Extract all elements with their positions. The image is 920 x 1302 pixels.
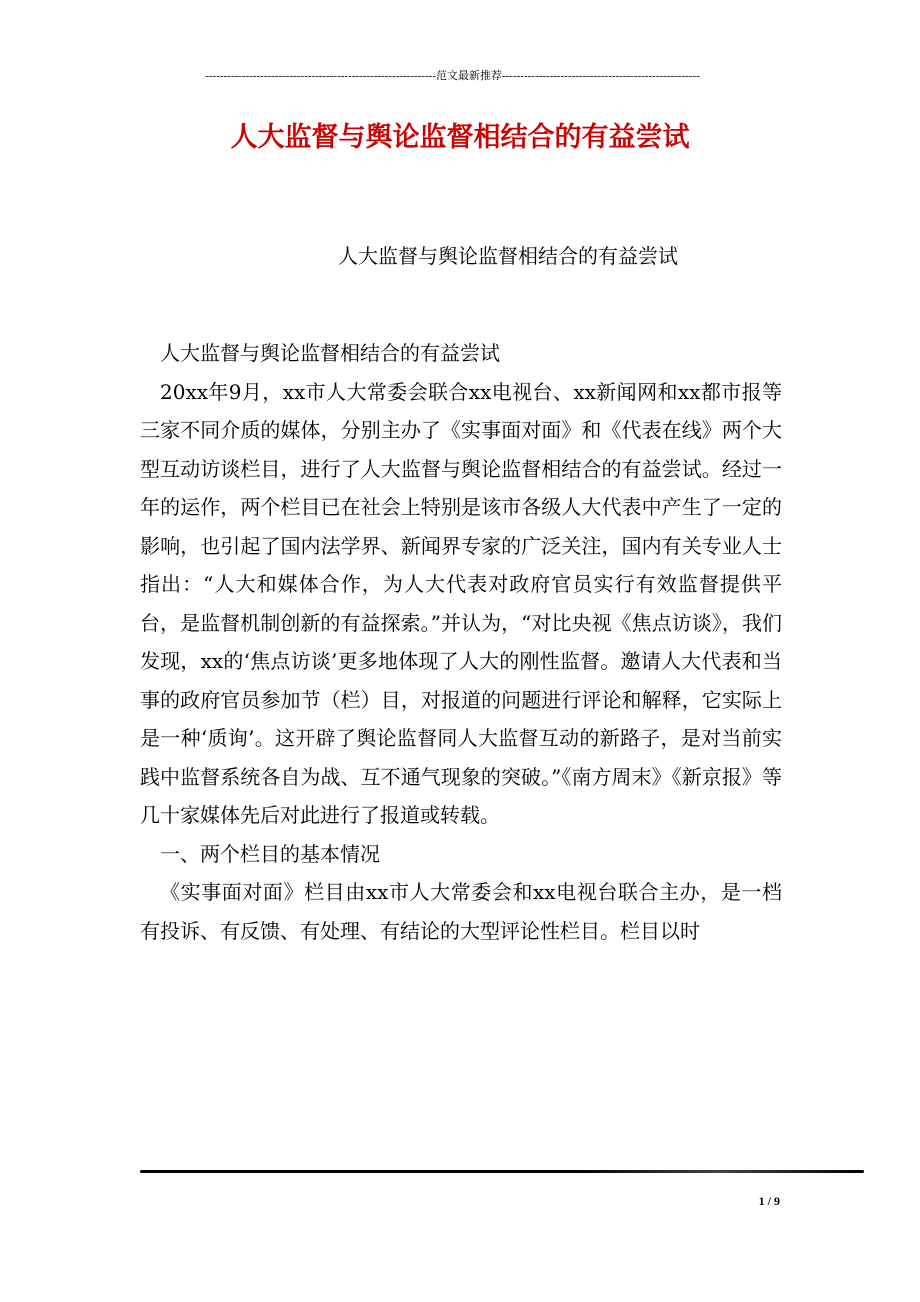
footer-divider	[140, 1170, 864, 1173]
body-paragraph: 人大监督与舆论监督相结合的有益尝试	[160, 341, 500, 365]
page-number: 1 / 9	[758, 1194, 780, 1208]
section-heading: 一、两个栏目的基本情况	[160, 841, 380, 866]
document-title: 人大监督与舆论监督相结合的有益尝试	[230, 122, 690, 153]
document-subtitle: 人大监督与舆论监督相结合的有益尝试	[338, 244, 678, 268]
page-header-banner: ---------------------------------------------------------------范文最新推荐------------------------------------------------------	[205, 70, 700, 82]
body-paragraph: 20xx年9月，xx市人大常委会联合xx电视台、xx新闻网和xx都市报等三家不同介质的媒体，分别主办了《实事面对面》和《代表在线》两个大型互动访谈栏目，进行了人大监督与舆论监督相结合的有益尝试。经过一年的运作，两个栏目已在社会上特别是该市各级人大代表中产生了一定的影响，也引起了国内法学界、新闻界专家的广泛关注，国内有关专业人士指出：“人大和媒体合作，为人大代表对政府官员实行有效监督提供平台，是监督机制创新的有益探索。”并认为，“对比央视《焦点访谈》，我们发现，xx的‘焦点访谈’更多地体现了人大的刚性监督。邀请人大代表和当事的政府官员参加节（栏）目，对报道的问题进行评论和解释，它实际上是一种‘质询’。这开辟了舆论监督同人大监督互动的新路子，是对当前实践中监督系统各自为战、互不通气现象的突破。”《南方周末》《新京报》等几十家媒体先后对此进行了报道或转载。	[140, 379, 782, 827]
document-body	[140, 334, 782, 950]
body-paragraph: 《实事面对面》栏目由xx市人大常委会和xx电视台联合主办，是一档有投诉、有反馈、有处理、有结论的大型评论性栏目。栏目以时	[140, 880, 782, 943]
